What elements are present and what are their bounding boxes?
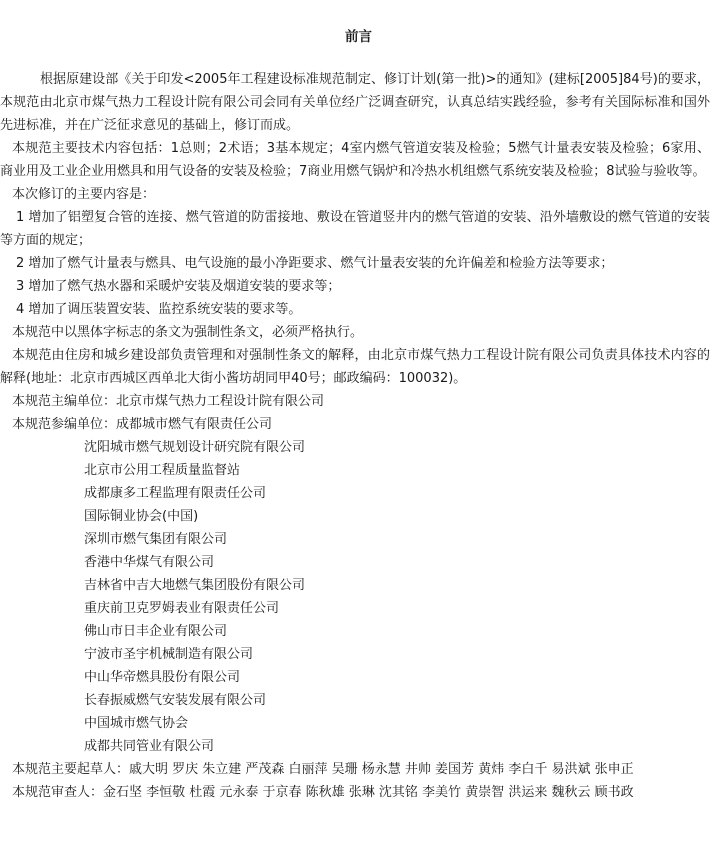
reviewers-paragraph: 本规范审查人：金石坚 李恒敬 杜霞 元永泰 于京春 陈秋雄 张琳 沈其铭 李美竹 黄崇智 洪运来 魏秋云 顾书政 [12, 785, 634, 800]
revision-item: 3 增加了燃气热水器和采暖炉安装及烟道安装的要求等； [16, 279, 341, 294]
list-item: 佛山市日丰企业有限公司 [84, 624, 228, 639]
revision-item: 2 增加了燃气计量表与燃具、电气设施的最小净距要求、燃气计量表安装的允许偏差和检验方法等要求； [16, 256, 614, 271]
participating-unit-list [0, 436, 710, 758]
list-item: 国际铜业协会(中国) [84, 509, 199, 524]
mandatory-paragraph: 本规范中以黑体字标志的条文为强制性条文，必须严格执行。 [12, 325, 364, 340]
list-item: 长春振威燃气安装发展有限公司 [84, 693, 267, 708]
participating-first-line: 本规范参编单位：成都城市燃气有限责任公司 [12, 417, 273, 432]
intro-paragraph: 根据原建设部《关于印发<2005年工程建设标准规范制定、修订计划(第一批)>的通知》(建标[2005]84号)的要求，本规范由北京市煤气热力工程设计院有限公司会同有关单位经广泛调查研究，认真总结实践经验，参考有关国际标准和国外先进标准，并在广泛征求意见的基础上，修订而成。 [0, 72, 710, 133]
list-item: 成都共同管业有限公司 [84, 739, 215, 754]
list-item: 香港中华煤气有限公司 [84, 555, 215, 570]
document-body [0, 68, 710, 804]
page-title: 前言 [345, 29, 372, 45]
list-item: 北京市公用工程质量监督站 [84, 463, 241, 478]
list-item: 重庆前卫克罗姆表业有限责任公司 [84, 601, 280, 616]
drafters-paragraph: 本规范主要起草人：戚大明 罗庆 朱立建 严茂森 白丽萍 吴珊 杨永慧 井帅 姜国芳 黄炜 李白千 易洪斌 张申正 [12, 762, 634, 777]
revision-intro: 本次修订的主要内容是： [12, 187, 156, 202]
main-content-paragraph: 本规范主要技术内容包括：1总则；2术语；3基本规定；4室内燃气管道安装及检验；5燃气计量表安装及检验；6家用、商业用及工业企业用燃具和用气设备的安装及检验；7商业用燃气锅炉和冷热水机组燃气系统安装及检验；8试验与验收等。 [0, 141, 710, 179]
revision-item: 4 增加了调压装置安装、监控系统安装的要求等。 [16, 302, 302, 317]
list-item: 中国城市燃气协会 [84, 716, 189, 731]
revision-item: 1 增加了铝塑复合管的连接、燃气管道的防雷接地、敷设在管道竖井内的燃气管道的安装、沿外墙敷设的燃气管道的安装等方面的规定； [0, 210, 710, 248]
management-paragraph: 本规范由住房和城乡建设部负责管理和对强制性条文的解释，由北京市煤气热力工程设计院有限公司负责具体技术内容的解释(地址：北京市西城区西单北大街小酱坊胡同甲40号；邮政编码：100032)。 [0, 348, 710, 386]
chief-unit-line: 本规范主编单位：北京市煤气热力工程设计院有限公司 [12, 394, 325, 409]
list-item: 吉林省中吉大地燃气集团股份有限公司 [84, 578, 306, 593]
list-item: 深圳市燃气集团有限公司 [84, 532, 228, 547]
list-item: 成都康多工程监理有限责任公司 [84, 486, 267, 501]
list-item: 中山华帝燃具股份有限公司 [84, 670, 241, 685]
list-item: 沈阳城市燃气规划设计研究院有限公司 [84, 440, 306, 455]
list-item: 宁波市圣宇机械制造有限公司 [84, 647, 254, 662]
